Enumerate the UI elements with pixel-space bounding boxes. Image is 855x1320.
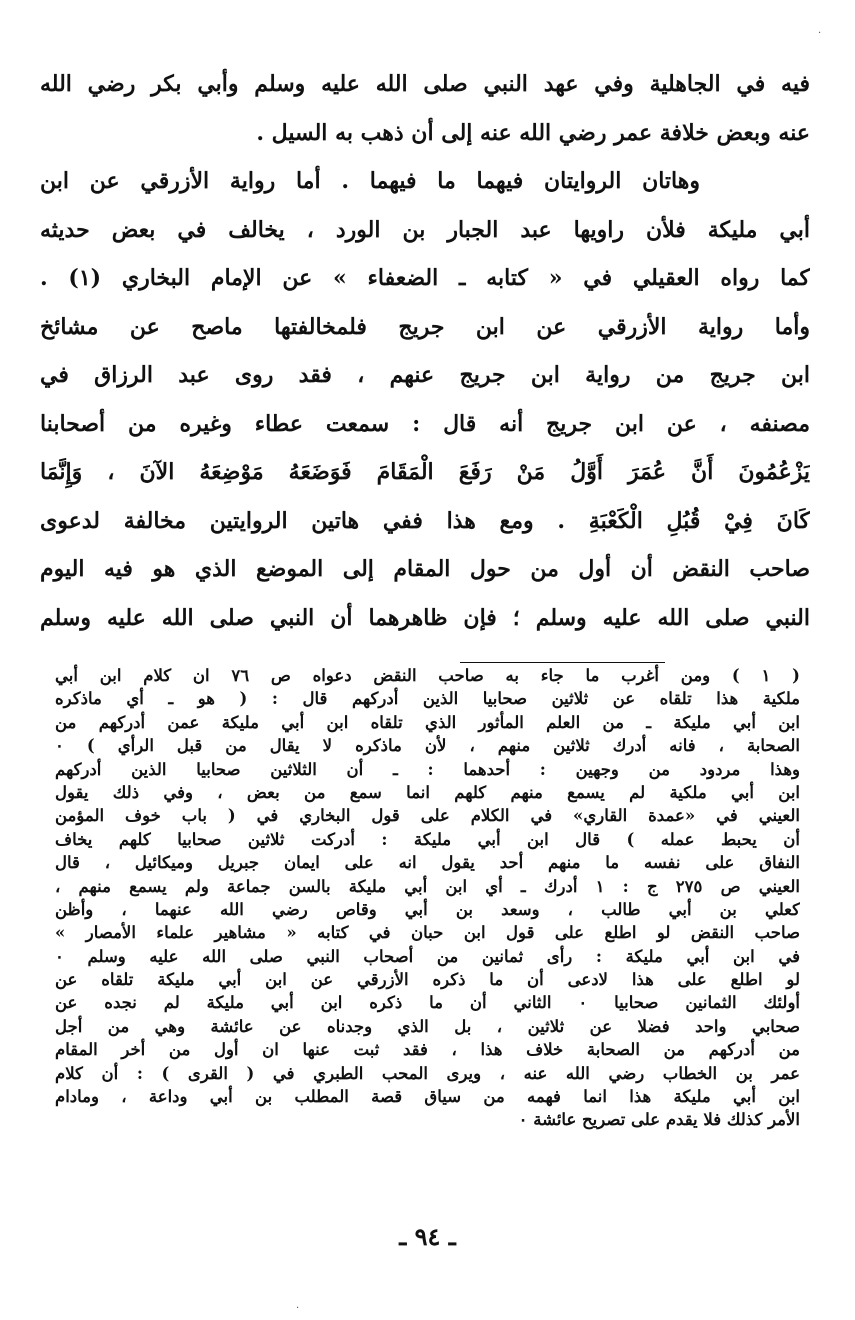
footnote-line: ابن أبي مليكة ـ من العلم المأثور الذي تلقاه ابن أبي مليكة عمن أدركهم من [55,712,800,732]
footnote-line: الصحابة ، فانه أدرك ثلاثين منهم ، لأن ماذكره لا يقال من قبل الرأي ) ٠ [55,736,800,756]
footnote-line: ابن أبي مليكة هذا انما فهمه من سياق قصة المطلب بن أبي وداعة ، ومادام [55,1087,800,1107]
footnote [55,664,800,1132]
text-line: وهاتان الروايتان فيهما ما فيهما . أما رواية الأزرقي عن ابن [40,168,700,194]
text-line: وأما رواية الأزرقي عن ابن جريج فلمخالفتها ماصح عن مشائخ [40,313,810,340]
footnote-line: العيني في «عمدة القاري» في الكلام على قول البخاري في ( باب خوف المؤمن [55,806,800,826]
scan-speck: · [296,1303,300,1314]
footnote-line: النفاق على نفسه ما منهم أحد يقول انه على ايمان جبريل وميكائيل ، قال [55,853,800,873]
page-number: ـ ٩٤ ـ [399,1222,456,1251]
footnote-line: عمر بن الخطاب رضي الله عنه ، ويرى المحب الطبري في ( القرى ) : أن كلام [55,1063,800,1083]
text-line: أبي مليكة فلأن راويها عبد الجبار بن الورد ، يخالف في بعض حديثه [40,216,810,243]
footnote-line: ملكية هذا تلقاه عن ثلاثين صحابيا الذين أدركهم قال : ( هو ـ أي ماذكره [55,689,800,709]
footnote-line: صحابي واحد فضلا عن ثلاثين ، بل الذي وجدناه عن عائشة وهي من أجل [55,1016,800,1036]
footnote-line: الأمر كذلك فلا يقدم على تصريح عائشة ٠ [518,1110,800,1130]
footnote-line: العيني ص ٢٧٥ ج : ١ أدرك ـ أي ابن أبي مليكة بالسن جماعة ولم يسمع منهم ، [55,876,800,896]
footnote-line: أولئك الثمانين صحابيا ٠ الثاني أن ما ذكره ابن أبي مليكة لم نجده عن [55,993,800,1013]
footnote-line: ( ١ ) ومن أغرب ما جاء به صاحب النقض دعواه ص ٧٦ ان كلام ابن أبي [55,666,800,685]
text-line: النبي صلى الله عليه وسلم ؛ فإن ظاهرهما أن النبي صلى الله عليه وسلم [40,604,810,631]
text-line: عنه وبعض خلافة عمر رضي الله عنه إلى أن ذهب به السيل . [256,119,810,146]
footnote-line: أن يحبط عمله ) قال ابن أبي مليكة : أدركت ثلاثين صحابيا كلهم يخاف [55,829,800,849]
text-line: كَانَ فِيْ قُبُلِ الْكَعْبَةِ . ومع هذا ففي هاتين الروايتين مخالفة لدعوى [40,507,810,534]
footnote-line: كعلي بن أبي طالب ، وسعد بن أبي وقاص رضي الله عنهما ، وأظن [55,899,800,919]
footnote-divider [460,662,665,663]
scan-speck: · [818,28,822,39]
footnote-line: في ابن أبي مليكة : رأى ثمانين من أصحاب النبي صلى الله عليه وسلم ٠ [55,946,800,966]
text-line: ابن جريج من رواية ابن جريج عنهم ، فقد روى عبد الرزاق في [40,362,810,388]
text-line: فيه في الجاهلية وفي عهد النبي صلى الله عليه وسلم وأبي بكر رضي الله [40,71,810,97]
footnote-line: صاحب النقض لو اطلع على قول ابن حبان في كتابه « مشاهير علماء الأمصار » [55,923,800,943]
text-line: مصنفه ، عن ابن جريج أنه قال : سمعت عطاء وغيره من أصحابنا [40,410,810,437]
text-line: يَزْعُمُونَ أَنَّ عُمَرَ أَوَّلُ مَنْ رَفَعَ الْمَقَامَ فَوَضَعَهُ مَوْضِعَهُ الآنَ ، وَإِنَّمَا [40,459,810,485]
main-text [40,60,810,642]
text-line: كما رواه العقيلي في « كتابه ـ الضعفاء » عن الإمام البخاري (١) . [40,265,810,291]
footnote-line: ابن أبي ملكية لم يسمع منهم كلهم انما سمع من بعض ، وفي ذلك يقول [55,782,800,802]
text-line: صاحب النقض أن أول من حول المقام إلى الموضع الذي هو فيه اليوم [40,556,810,582]
footnote-line: لو اطلع على هذا لادعى أن ما ذكره الأزرقي عن ابن أبي مليكة تلقاه عن [55,970,800,990]
footnote-line: من أدركهم من الصحابة خلاف هذا ، فقد ثبت عنها ان أول من أخر المقام [55,1040,800,1060]
footnote-line: وهذا مردود من وجهين : أحدهما : ـ أن الثلاثين صحابيا الذين أدركهم [55,759,800,779]
